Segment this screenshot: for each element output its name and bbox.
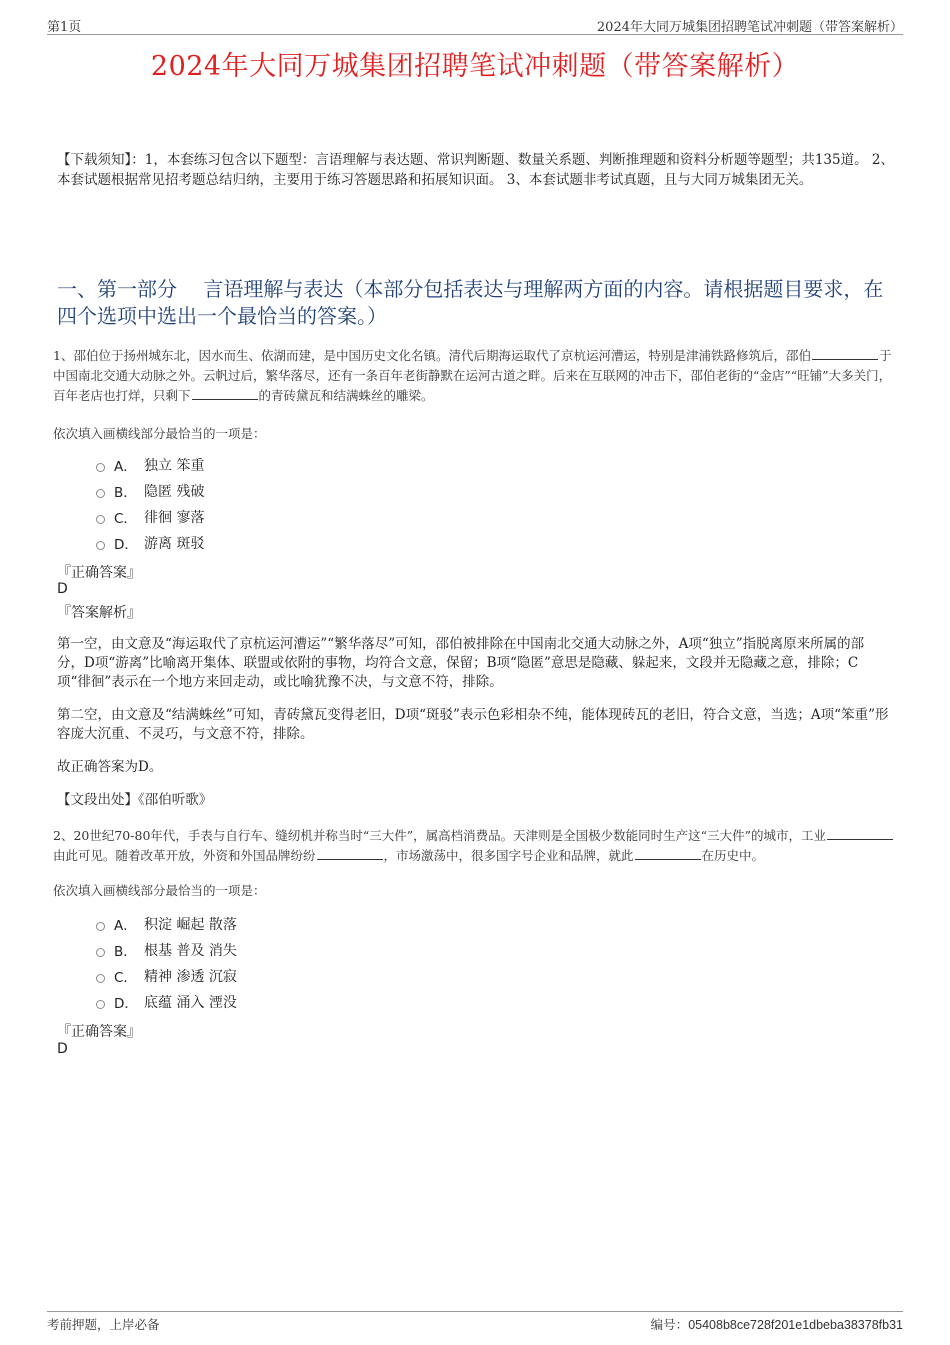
analysis-conclusion: 故正确答案为D。 bbox=[57, 759, 163, 775]
radio-icon[interactable] bbox=[96, 922, 105, 931]
radio-icon[interactable] bbox=[96, 541, 105, 550]
radio-icon[interactable] bbox=[96, 463, 105, 472]
option-letter: B． bbox=[114, 485, 137, 501]
option-text: 独立 笨重 bbox=[144, 458, 205, 474]
option-c[interactable] bbox=[96, 963, 237, 989]
correct-answer-label: 『正确答案』 bbox=[57, 565, 141, 581]
page-footer bbox=[47, 1311, 903, 1334]
option-text: 游离 斑驳 bbox=[144, 536, 205, 552]
option-text: 底蕴 涌入 湮没 bbox=[144, 995, 237, 1011]
footer-code-label: 编号： bbox=[650, 1317, 689, 1332]
option-letter: C． bbox=[114, 511, 137, 527]
footer-slogan: 考前押题，上岸必备 bbox=[47, 1317, 160, 1332]
radio-icon[interactable] bbox=[96, 515, 105, 524]
option-text: 积淀 崛起 散落 bbox=[144, 917, 237, 933]
correct-answer-label: 『正确答案』 bbox=[57, 1024, 141, 1040]
question-1-stem-part-2: 于中国南北交通大动脉之外。云帆过后，繁华落尽，还有一条百年老街静默在运河古道之畔。后来在互联网的冲击下，邵伯老街的“金店”“旺铺”大多关门，百年老店也打烊，只剩下 bbox=[53, 348, 892, 403]
blank-line bbox=[192, 387, 258, 400]
document-title: 2024年大同万城集团招聘笔试冲刺题（带答案解析） bbox=[150, 51, 800, 82]
section-heading: 一、第一部分 言语理解与表达（本部分包括表达与理解两方面的内容。请根据题目要求，在四个选项中选出一个最恰当的答案。） bbox=[57, 277, 884, 328]
analysis-paragraph-2: 第二空，由文意及“结满蛛丝”可知，青砖黛瓦变得老旧，D项“斑驳”表示色彩相杂不纯，能体现砖瓦的老旧，符合文意，当选；A项“笨重”形容庞大沉重、不灵巧，与文意不符，排除。 bbox=[57, 707, 889, 742]
blank-line bbox=[317, 847, 383, 860]
option-letter: A． bbox=[114, 459, 137, 475]
question-1-stem bbox=[53, 346, 903, 406]
option-letter: D． bbox=[114, 537, 138, 553]
option-a[interactable] bbox=[96, 911, 237, 937]
blank-line bbox=[635, 847, 701, 860]
option-text: 隐匿 残破 bbox=[144, 484, 205, 500]
radio-icon[interactable] bbox=[96, 489, 105, 498]
option-d[interactable] bbox=[96, 530, 204, 556]
question-1-prompt: 依次填入画横线部分最恰当的一项是： bbox=[53, 426, 266, 441]
question-1-options bbox=[96, 452, 204, 556]
question-2-stem-part-2: 由此可见。随着改革开放，外资和外国品牌纷纷 bbox=[53, 848, 316, 863]
correct-answer: D bbox=[57, 581, 68, 597]
passage-source: 【文段出处】《邵伯听歌》 bbox=[57, 792, 213, 808]
option-b[interactable] bbox=[96, 937, 237, 963]
question-1-stem-part-3: 的青砖黛瓦和结满蛛丝的雕梁。 bbox=[258, 388, 434, 403]
analysis-paragraph-1: 第一空，由文意及“海运取代了京杭运河漕运”“繁华落尽”可知，邵伯被排除在中国南北交通大动脉之外，A项“独立”指脱离原来所属的部分，D项“游离”比喻离开集体、联盟或依附的事物，均符合文意，保留；B项“隐匿”意思是隐藏、躲起来，文段并无隐藏之意，排除；C项“徘徊”表示在一个地方来回走动，或比喻犹豫不决，与文意不符，排除。 bbox=[57, 636, 865, 690]
page-number: 第1页 bbox=[47, 20, 82, 35]
option-text: 根基 普及 消失 bbox=[144, 943, 237, 959]
question-2-stem-part-4: 在历史中。 bbox=[701, 848, 765, 863]
option-letter: C． bbox=[114, 970, 137, 986]
option-text: 徘徊 寥落 bbox=[144, 510, 205, 526]
blank-line bbox=[812, 347, 878, 360]
radio-icon[interactable] bbox=[96, 1000, 105, 1009]
option-letter: B． bbox=[114, 944, 137, 960]
footer-code bbox=[651, 1315, 903, 1333]
analysis-label: 『答案解析』 bbox=[57, 605, 141, 621]
option-letter: A． bbox=[114, 918, 137, 934]
option-a[interactable] bbox=[96, 452, 204, 478]
option-b[interactable] bbox=[96, 478, 204, 504]
option-text: 精神 渗透 沉寂 bbox=[144, 969, 237, 985]
question-2-stem-part-3: ，市场激荡中，很多国字号企业和品牌，就此 bbox=[383, 848, 634, 863]
radio-icon[interactable] bbox=[96, 974, 105, 983]
option-c[interactable] bbox=[96, 504, 204, 530]
option-letter: D． bbox=[114, 996, 138, 1012]
question-2-options bbox=[96, 911, 237, 1015]
footer-code-value: 05408b8ce728f201e1dbeba38378fb31 bbox=[688, 1318, 903, 1332]
download-notice: 【下载须知】：1，本套练习包含以下题型：言语理解与表达题、常识判断题、数量关系题、判断推理题和资料分析题等题型；共135道。 2、本套试题根据常见招考题总结归纳，主要用于练习答题思路和拓展知识面。 3、本套试题非考试真题，且与大同万城集团无关。 bbox=[57, 152, 894, 188]
option-d[interactable] bbox=[96, 989, 237, 1015]
correct-answer: D bbox=[57, 1041, 68, 1057]
blank-line bbox=[827, 827, 893, 840]
radio-icon[interactable] bbox=[96, 948, 105, 957]
question-2-stem-part-1: 2、20世纪70-80年代，手表与自行车、缝纫机并称当时“三大件”，属高档消费品。天津则是全国极少数能同时生产这“三大件”的城市，工业 bbox=[53, 828, 826, 843]
question-2-stem bbox=[53, 826, 903, 866]
question-1-stem-part-1: 1、邵伯位于扬州城东北，因水而生、依湖而建，是中国历史文化名镇。清代后期海运取代了京杭运河漕运，特别是津浦铁路修筑后，邵伯 bbox=[53, 348, 811, 363]
header-doc-name: 2024年大同万城集团招聘笔试冲刺题（带答案解析） bbox=[596, 20, 903, 35]
question-2-prompt: 依次填入画横线部分最恰当的一项是： bbox=[53, 883, 266, 898]
page-header bbox=[47, 14, 903, 35]
